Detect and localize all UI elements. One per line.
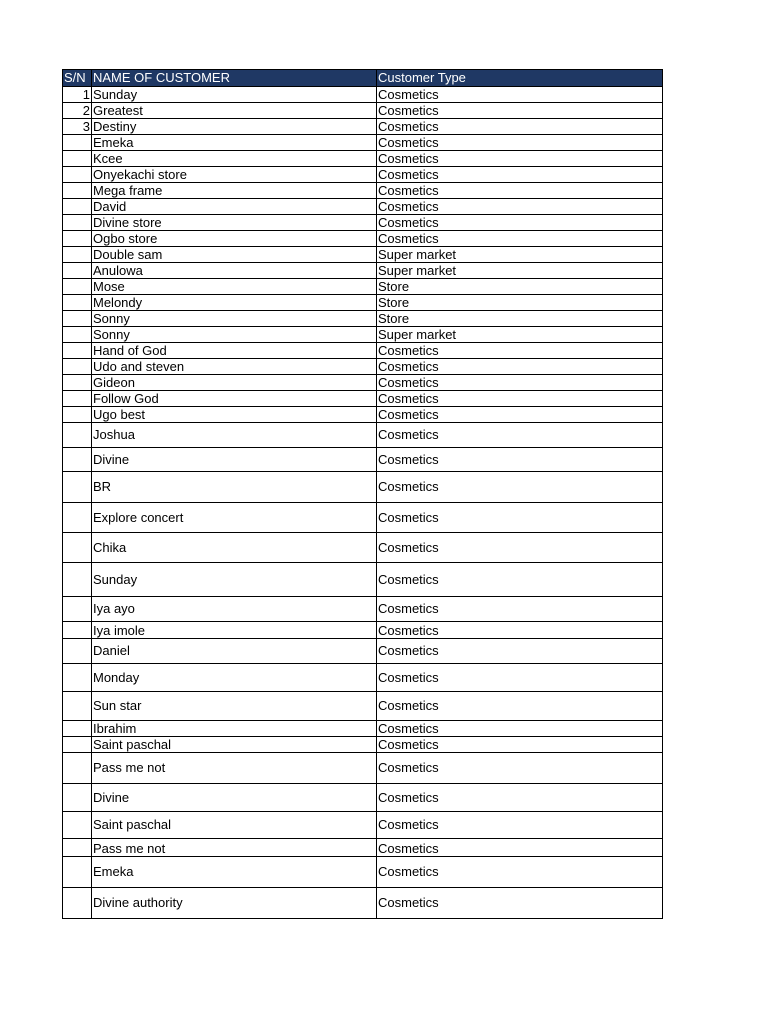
- cell-customer-name[interactable]: Sunday: [92, 563, 377, 597]
- table-row: [63, 119, 663, 135]
- cell-customer-name[interactable]: Greatest: [92, 103, 377, 119]
- table-row: [63, 503, 663, 533]
- table-row: [63, 692, 663, 721]
- table-row: [63, 472, 663, 503]
- cell-customer-name[interactable]: BR: [92, 472, 377, 503]
- cell-customer-name[interactable]: Divine store: [92, 215, 377, 231]
- table-row: [63, 737, 663, 753]
- cell-customer-type[interactable]: Cosmetics: [377, 533, 663, 563]
- cell-customer-name[interactable]: Mose: [92, 279, 377, 295]
- cell-sn[interactable]: [63, 784, 92, 812]
- cell-sn[interactable]: [63, 215, 92, 231]
- cell-sn[interactable]: [63, 151, 92, 167]
- cell-sn[interactable]: [63, 375, 92, 391]
- cell-customer-type[interactable]: Cosmetics: [377, 721, 663, 737]
- cell-customer-name[interactable]: Monday: [92, 664, 377, 692]
- table-row: [63, 343, 663, 359]
- cell-sn[interactable]: [63, 231, 92, 247]
- table-row: [63, 664, 663, 692]
- cell-customer-type[interactable]: Store: [377, 279, 663, 295]
- cell-sn[interactable]: [63, 503, 92, 533]
- cell-customer-name[interactable]: Pass me not: [92, 753, 377, 784]
- cell-customer-type[interactable]: Cosmetics: [377, 87, 663, 103]
- cell-sn[interactable]: [63, 753, 92, 784]
- cell-customer-type[interactable]: Cosmetics: [377, 343, 663, 359]
- cell-customer-name[interactable]: Mega frame: [92, 183, 377, 199]
- cell-customer-type[interactable]: Store: [377, 295, 663, 311]
- cell-customer-name[interactable]: Ogbo store: [92, 231, 377, 247]
- cell-customer-type[interactable]: Cosmetics: [377, 199, 663, 215]
- cell-sn[interactable]: [63, 472, 92, 503]
- table-row: [63, 407, 663, 423]
- table-row: [63, 753, 663, 784]
- cell-customer-name[interactable]: Chika: [92, 533, 377, 563]
- cell-customer-name[interactable]: Sunday: [92, 87, 377, 103]
- cell-sn[interactable]: [63, 888, 92, 919]
- cell-sn[interactable]: [63, 533, 92, 563]
- cell-customer-type[interactable]: Cosmetics: [377, 597, 663, 622]
- cell-customer-type[interactable]: Cosmetics: [377, 563, 663, 597]
- table-row: [63, 597, 663, 622]
- cell-sn[interactable]: 1: [63, 87, 92, 103]
- table-row: [63, 857, 663, 888]
- table-header-row: [63, 70, 663, 87]
- cell-sn[interactable]: [63, 622, 92, 639]
- table-row: [63, 247, 663, 263]
- cell-customer-type[interactable]: Cosmetics: [377, 888, 663, 919]
- cell-sn[interactable]: [63, 664, 92, 692]
- cell-customer-name[interactable]: Onyekachi store: [92, 167, 377, 183]
- cell-sn[interactable]: 3: [63, 119, 92, 135]
- cell-customer-type[interactable]: Cosmetics: [377, 359, 663, 375]
- cell-customer-name[interactable]: David: [92, 199, 377, 215]
- cell-customer-type[interactable]: Cosmetics: [377, 119, 663, 135]
- cell-customer-name[interactable]: Iya ayo: [92, 597, 377, 622]
- cell-sn[interactable]: [63, 721, 92, 737]
- table-body: [63, 87, 663, 919]
- cell-customer-name[interactable]: Explore concert: [92, 503, 377, 533]
- cell-sn[interactable]: [63, 597, 92, 622]
- table-row: [63, 199, 663, 215]
- cell-customer-name[interactable]: Divine: [92, 448, 377, 472]
- cell-sn[interactable]: [63, 327, 92, 343]
- table-row: [63, 375, 663, 391]
- cell-customer-type[interactable]: Cosmetics: [377, 231, 663, 247]
- cell-customer-type[interactable]: Cosmetics: [377, 784, 663, 812]
- cell-customer-type[interactable]: Cosmetics: [377, 391, 663, 407]
- cell-customer-name[interactable]: Saint paschal: [92, 737, 377, 753]
- cell-customer-type[interactable]: Super market: [377, 327, 663, 343]
- cell-customer-type[interactable]: Cosmetics: [377, 423, 663, 448]
- cell-sn[interactable]: [63, 311, 92, 327]
- table-row: [63, 533, 663, 563]
- cell-customer-type[interactable]: Super market: [377, 247, 663, 263]
- cell-customer-type[interactable]: Cosmetics: [377, 167, 663, 183]
- cell-sn[interactable]: [63, 639, 92, 664]
- cell-sn[interactable]: 2: [63, 103, 92, 119]
- cell-customer-type[interactable]: Cosmetics: [377, 375, 663, 391]
- table-row: [63, 784, 663, 812]
- cell-customer-type[interactable]: Cosmetics: [377, 839, 663, 857]
- header-sn[interactable]: S/N: [63, 70, 92, 87]
- table-row: [63, 103, 663, 119]
- cell-customer-type[interactable]: Store: [377, 311, 663, 327]
- cell-customer-type[interactable]: Cosmetics: [377, 472, 663, 503]
- cell-customer-name[interactable]: Sonny: [92, 311, 377, 327]
- cell-customer-name[interactable]: Saint paschal: [92, 812, 377, 839]
- table-row: [63, 167, 663, 183]
- cell-customer-name[interactable]: Joshua: [92, 423, 377, 448]
- cell-customer-name[interactable]: Ugo best: [92, 407, 377, 423]
- cell-sn[interactable]: [63, 183, 92, 199]
- cell-sn[interactable]: [63, 199, 92, 215]
- cell-customer-type[interactable]: Cosmetics: [377, 151, 663, 167]
- cell-customer-type[interactable]: Cosmetics: [377, 448, 663, 472]
- cell-sn[interactable]: [63, 448, 92, 472]
- cell-customer-type[interactable]: Cosmetics: [377, 135, 663, 151]
- cell-customer-type[interactable]: Cosmetics: [377, 215, 663, 231]
- cell-sn[interactable]: [63, 279, 92, 295]
- cell-customer-type[interactable]: Cosmetics: [377, 812, 663, 839]
- table-row: [63, 812, 663, 839]
- table-row: [63, 215, 663, 231]
- table-row: [63, 888, 663, 919]
- cell-sn[interactable]: [63, 857, 92, 888]
- cell-sn[interactable]: [63, 343, 92, 359]
- table-row: [63, 563, 663, 597]
- cell-customer-name[interactable]: Double sam: [92, 247, 377, 263]
- cell-customer-name[interactable]: Kcee: [92, 151, 377, 167]
- cell-sn[interactable]: [63, 263, 92, 279]
- cell-customer-name[interactable]: Melondy: [92, 295, 377, 311]
- cell-sn[interactable]: [63, 391, 92, 407]
- cell-customer-type[interactable]: Cosmetics: [377, 753, 663, 784]
- table-row: [63, 391, 663, 407]
- table-row: [63, 183, 663, 199]
- cell-customer-type[interactable]: Cosmetics: [377, 857, 663, 888]
- cell-customer-type[interactable]: Cosmetics: [377, 103, 663, 119]
- cell-customer-type[interactable]: Super market: [377, 263, 663, 279]
- cell-sn[interactable]: [63, 423, 92, 448]
- table-row: [63, 423, 663, 448]
- cell-sn[interactable]: [63, 812, 92, 839]
- table-row: [63, 151, 663, 167]
- cell-sn[interactable]: [63, 135, 92, 151]
- table-row: [63, 448, 663, 472]
- cell-sn[interactable]: [63, 692, 92, 721]
- cell-customer-type[interactable]: Cosmetics: [377, 503, 663, 533]
- cell-customer-type[interactable]: Cosmetics: [377, 737, 663, 753]
- table-row: [63, 639, 663, 664]
- cell-sn[interactable]: [63, 359, 92, 375]
- cell-customer-type[interactable]: Cosmetics: [377, 692, 663, 721]
- cell-customer-name[interactable]: Sonny: [92, 327, 377, 343]
- cell-customer-type[interactable]: Cosmetics: [377, 183, 663, 199]
- cell-customer-name[interactable]: Sun star: [92, 692, 377, 721]
- cell-customer-name[interactable]: Divine authority: [92, 888, 377, 919]
- cell-customer-name[interactable]: Gideon: [92, 375, 377, 391]
- cell-customer-name[interactable]: Emeka: [92, 135, 377, 151]
- cell-sn[interactable]: [63, 247, 92, 263]
- cell-sn[interactable]: [63, 737, 92, 753]
- cell-customer-name[interactable]: Follow God: [92, 391, 377, 407]
- cell-customer-type[interactable]: Cosmetics: [377, 639, 663, 664]
- cell-customer-name[interactable]: Udo and steven: [92, 359, 377, 375]
- table-row: [63, 327, 663, 343]
- cell-customer-name[interactable]: Anulowa: [92, 263, 377, 279]
- cell-sn[interactable]: [63, 167, 92, 183]
- table-row: [63, 87, 663, 103]
- cell-sn[interactable]: [63, 407, 92, 423]
- table-row: [63, 295, 663, 311]
- cell-customer-name[interactable]: Emeka: [92, 857, 377, 888]
- cell-customer-name[interactable]: Pass me not: [92, 839, 377, 857]
- table-row: [63, 135, 663, 151]
- table-row: [63, 279, 663, 295]
- header-customer-type[interactable]: Customer Type: [377, 70, 663, 87]
- header-customer-name[interactable]: NAME OF CUSTOMER: [92, 70, 377, 87]
- table-row: [63, 311, 663, 327]
- table-row: [63, 622, 663, 639]
- cell-customer-name[interactable]: Ibrahim: [92, 721, 377, 737]
- cell-customer-name[interactable]: Daniel: [92, 639, 377, 664]
- table-row: [63, 359, 663, 375]
- cell-customer-name[interactable]: Divine: [92, 784, 377, 812]
- table-row: [63, 721, 663, 737]
- cell-sn[interactable]: [63, 563, 92, 597]
- cell-sn[interactable]: [63, 295, 92, 311]
- cell-sn[interactable]: [63, 839, 92, 857]
- cell-customer-type[interactable]: Cosmetics: [377, 664, 663, 692]
- customer-table: [62, 69, 663, 919]
- table-row: [63, 263, 663, 279]
- cell-customer-type[interactable]: Cosmetics: [377, 407, 663, 423]
- cell-customer-name[interactable]: Hand of God: [92, 343, 377, 359]
- cell-customer-name[interactable]: Iya imole: [92, 622, 377, 639]
- cell-customer-name[interactable]: Destiny: [92, 119, 377, 135]
- table-row: [63, 839, 663, 857]
- table-row: [63, 231, 663, 247]
- cell-customer-type[interactable]: Cosmetics: [377, 622, 663, 639]
